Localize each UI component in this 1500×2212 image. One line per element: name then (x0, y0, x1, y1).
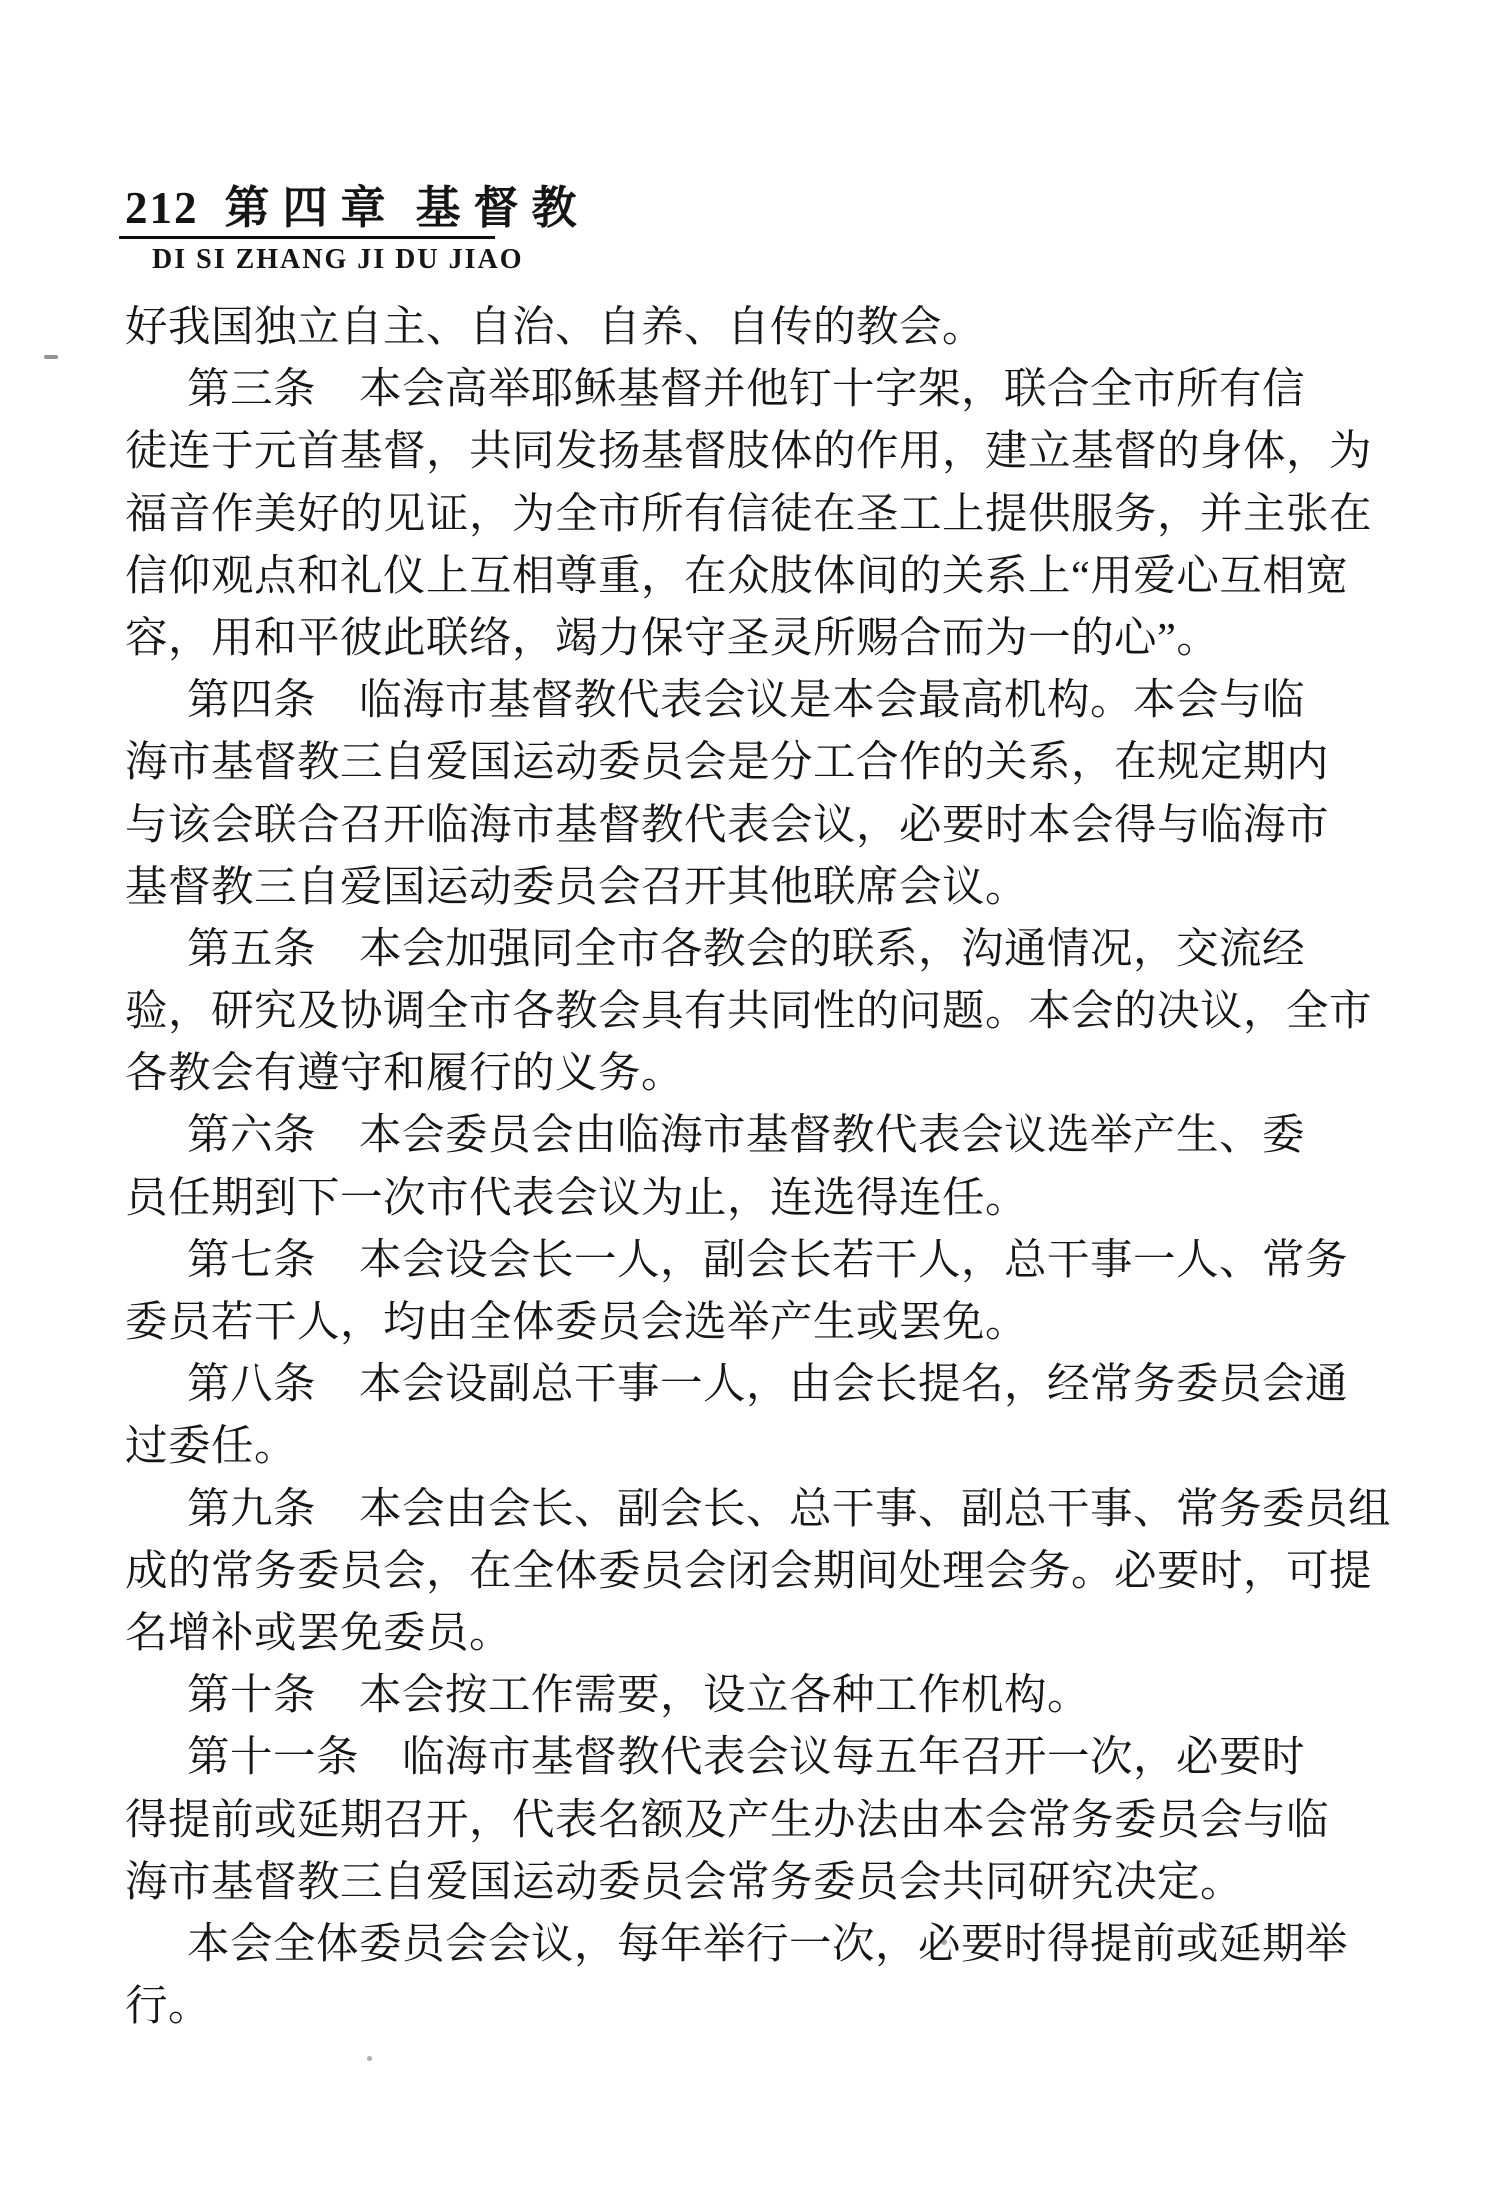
text-line: 得提前或延期召开，代表名额及产生办法由本会常务委员会与临 (125, 1796, 1330, 1844)
text-line: 海市基督教三自爱国运动委员会是分工合作的关系，在规定期内 (125, 739, 1330, 787)
text-line: 员任期到下一次市代表会议为止，连选得连任。 (125, 1174, 1029, 1222)
heading-underline (119, 236, 495, 239)
text-line: 容，用和平彼此联络，竭力保守圣灵所赐合而为一的心”。 (125, 614, 1220, 662)
text-line: 好我国独立自主、自治、自养、自传的教会。 (125, 304, 986, 351)
text-line: 第七条 本会设会长一人，副会长若干人，总干事一人、常务 (187, 1236, 1349, 1284)
text-line: 第十条 本会按工作需要，设立各种工作机构。 (187, 1672, 1091, 1720)
running-head (125, 183, 590, 276)
chapter-pinyin: DI SI ZHANG JI DU JIAO (152, 244, 524, 275)
text-line: 各教会有遵守和履行的义务。 (125, 1050, 685, 1098)
text-line: 与该会联合召开临海市基督教代表会议，必要时本会得与临海市 (125, 801, 1330, 849)
chapter-title: 基督教 (415, 183, 590, 233)
text-line: 委员若干人，均由全体委员会选举产生或罢免。 (125, 1299, 1029, 1346)
chapter-heading (125, 183, 590, 233)
scan-speck (941, 1939, 947, 1945)
text-line: 验，研究及协调全市各教会具有共同性的问题。本会的决议，全市 (125, 988, 1373, 1036)
text-line: 福音作美好的见证，为全市所有信徒在圣工上提供服务，并主张在 (125, 490, 1373, 538)
text-line: 第四条 临海市基督教代表会议是本会最高机构。本会与临 (187, 677, 1306, 725)
text-line: 第六条 本会委员会由临海市基督教代表会议选举产生、委 (187, 1112, 1306, 1160)
body-text (125, 297, 1392, 2038)
text-line: 信仰观点和礼仪上互相尊重，在众肢体间的关系上“用爱心互相宽 (125, 552, 1349, 600)
text-line: 过委任。 (125, 1423, 298, 1471)
chapter-label: 第四章 (224, 183, 399, 233)
text-line: 第五条 本会加强同全市各教会的联系，沟通情况，交流经 (187, 925, 1306, 973)
text-line: 第九条 本会由会长、副会长、总干事、副总干事、常务委员组 (187, 1485, 1392, 1533)
scan-speck (44, 355, 58, 359)
text-line: 成的常务委员会，在全体委员会闭会期间处理会务。必要时，可提 (125, 1547, 1373, 1595)
text-line: 名增补或罢免委员。 (125, 1609, 513, 1657)
page-number: 212 (125, 183, 199, 233)
text-line: 基督教三自爱国运动委员会召开其他联席会议。 (125, 863, 1029, 911)
text-line: 本会全体委员会会议，每年举行一次，必要时得提前或延期举 (187, 1920, 1349, 1968)
text-line: 第八条 本会设副总干事一人，由会长提名，经常务委员会通 (187, 1361, 1349, 1409)
scan-speck (367, 2056, 372, 2061)
text-line: 徒连于元首基督，共同发扬基督肢体的作用，建立基督的身体，为 (125, 428, 1373, 476)
text-line: 行。 (125, 1983, 212, 2031)
text-line: 第三条 本会高举耶稣基督并他钉十字架，联合全市所有信 (187, 366, 1306, 414)
text-line: 第十一条 临海市基督教代表会议每五年召开一次，必要时 (187, 1734, 1306, 1782)
text-line: 海市基督教三自爱国运动委员会常务委员会共同研究决定。 (125, 1858, 1244, 1906)
